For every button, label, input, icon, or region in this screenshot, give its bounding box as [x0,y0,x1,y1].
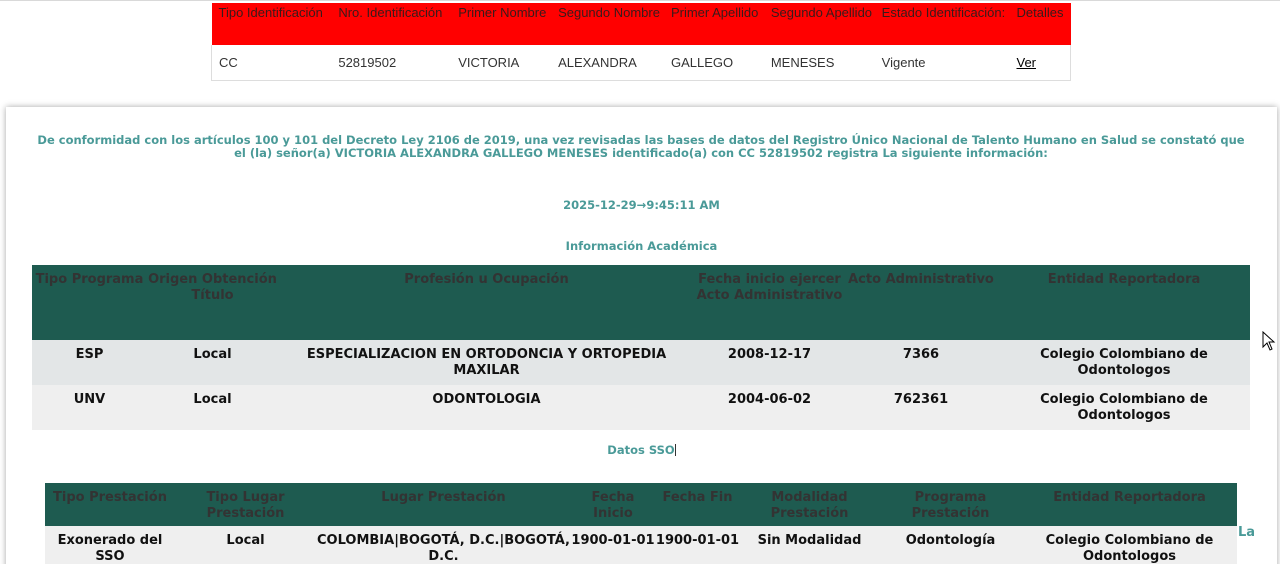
cell-primer-nombre: VICTORIA [451,45,551,80]
cell-detalles [1009,45,1070,80]
cell-primer-apellido: GALLEGO [664,45,764,80]
header-primer-apellido: Primer Apellido [664,3,764,45]
cell-tipo-lugar: Local [175,526,316,564]
cell-fecha-fin: 1900-01-01 [655,526,740,564]
ver-details-link[interactable]: Ver [1016,54,1036,70]
cell-origen: Local [147,385,278,430]
table-row [45,526,1237,564]
top-divider [0,0,1280,1]
header-nro-identificacion: Nro. Identificación [331,3,451,45]
header-entidad: Entidad Reportadora [1022,483,1237,526]
cell-entidad: Colegio Colombiano de Odontologos [998,340,1250,385]
certificate-panel [6,107,1277,564]
cell-entidad: Colegio Colombiano de Odontologos [998,385,1250,430]
cell-profesion: ESPECIALIZACION EN ORTODONCIA Y ORTOPEDIA MAXILAR [278,340,695,385]
academic-header-row [32,265,1250,340]
cell-fecha-inicio: 1900-01-01 [571,526,655,564]
cell-fecha: 2008-12-17 [695,340,844,385]
side-link[interactable]: La [1238,525,1256,540]
academic-section-title: Información Académica [565,239,718,253]
header-origen-titulo: Origen Obtención Título [147,265,278,340]
cell-numero: 52819502 [331,45,451,80]
cell-origen: Local [147,340,278,385]
header-segundo-nombre: Segundo Nombre [551,3,664,45]
sso-section-title [6,443,1277,457]
sso-title-text: Datos SSO [607,443,675,457]
cell-modalidad: Sin Modalidad [740,526,879,564]
mouse-pointer-icon [1262,331,1276,351]
header-primer-nombre: Primer Nombre [451,3,551,45]
header-tipo-prestacion: Tipo Prestación [45,483,175,526]
academic-info-table [32,265,1250,430]
header-lugar-prestacion: Lugar Prestación [316,483,571,526]
text-caret [675,444,676,456]
identification-table [211,3,1071,81]
header-acto-administrativo: Acto Administrativo [844,265,998,340]
table-row [32,385,1250,430]
cell-acto: 7366 [844,340,998,385]
cell-segundo-nombre: ALEXANDRA [551,45,664,80]
header-modalidad: Modalidad Prestación [740,483,879,526]
header-entidad-reportadora: Entidad Reportadora [998,265,1250,340]
cell-acto: 762361 [844,385,998,430]
header-fecha-inicio-ejercer: Fecha inicio ejercer Acto Administrativo [695,265,844,340]
header-fecha-fin: Fecha Fin [655,483,740,526]
cell-profesion: ODONTOLOGIA [278,385,695,430]
cell-segundo-apellido: MENESES [764,45,875,80]
header-detalles: Detalles [1009,3,1070,45]
table-row [32,340,1250,385]
cell-estado: Vigente [875,45,1010,80]
cell-programa: Odontología [879,526,1022,564]
id-table-row [212,45,1071,80]
header-profesion: Profesión u Ocupación [278,265,695,340]
header-tipo-identificacion: Tipo Identificación [212,3,332,45]
cell-tipo-prestacion: Exonerado del SSO [45,526,175,564]
id-table-header-row [212,3,1071,45]
header-programa: Programa Prestación [879,483,1022,526]
cell-lugar-prestacion: COLOMBIA|BOGOTÁ, D.C.|BOGOTÁ, D.C. [316,526,571,564]
certificate-intro-text: De conformidad con los artículos 100 y 101 del Decreto Ley 2106 de 2019, una vez revisadas las bases de datos del Registro Único Nacional de Talento Humano en Salud se constató que el (la) señor(a) VICTORIA ALEXANDRA GALLEGO MENESES identificado(a) con CC 52819502 registra La siguiente información: [37,133,1245,160]
cell-tipo-programa: ESP [32,340,147,385]
header-tipo-lugar: Tipo Lugar Prestación [175,483,316,526]
cell-entidad: Colegio Colombiano de Odontologos [1022,526,1237,564]
header-fecha-inicio: Fecha Inicio [571,483,655,526]
header-segundo-apellido: Segundo Apellido [764,3,875,45]
cell-tipo-programa: UNV [32,385,147,430]
sso-table [45,483,1237,564]
header-tipo-programa: Tipo Programa [32,265,147,340]
sso-header-row [45,483,1237,526]
header-estado-identificacion: Estado Identificación: [875,3,1010,45]
certificate-timestamp: 2025-12-29→9:45:11 AM [563,198,720,212]
cell-fecha: 2004-06-02 [695,385,844,430]
cell-tipo: CC [212,45,332,80]
